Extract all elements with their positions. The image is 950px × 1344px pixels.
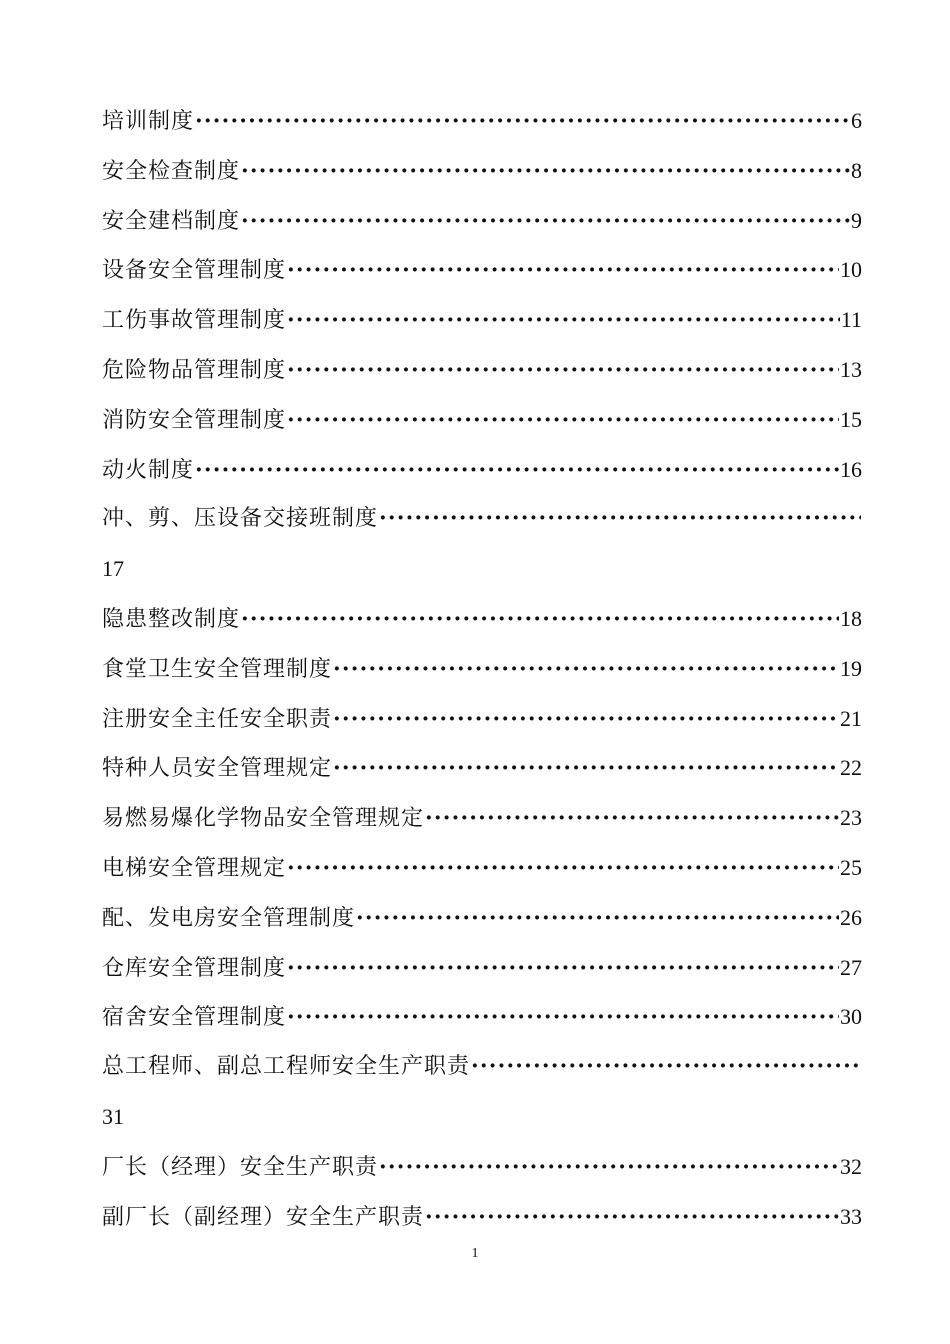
toc-entry-page: 9 [851,207,862,233]
toc-entry[interactable] [102,494,862,544]
toc-entry[interactable] [102,96,862,146]
toc-entry[interactable] [102,694,862,744]
dot-leader [333,744,839,793]
dot-leader [287,944,839,993]
toc-entry-page: 30 [840,1004,862,1030]
toc-entry-title: 宿舍安全管理制度 [102,1005,287,1031]
toc-entry-page: 15 [840,406,862,432]
toc-entry[interactable] [102,146,862,196]
toc-entry-page: 13 [840,356,862,382]
toc-entry-title: 动火制度 [102,457,195,483]
dot-leader [287,296,840,345]
toc-entry-title: 危险物品管理制度 [102,357,287,383]
toc-entry-title: 厂长（经理）安全生产职责 [102,1154,379,1180]
toc-entry-title: 工伤事故管理制度 [102,308,287,334]
toc-entry[interactable] [102,594,862,644]
toc-entry[interactable] [102,196,862,246]
toc-entry-title: 冲、剪、压设备交接班制度 [102,506,379,532]
toc-entry[interactable] [102,644,862,694]
toc-entry[interactable] [102,245,862,295]
toc-entry[interactable] [102,445,862,495]
toc-entry[interactable] [102,1042,862,1092]
dot-leader [287,993,839,1042]
toc-entry[interactable] [102,843,862,893]
toc-entry-title: 电梯安全管理规定 [102,855,287,881]
toc-entry-page: 21 [840,705,862,731]
toc-entry-title: 配、发电房安全管理制度 [102,905,356,931]
toc-entry-page: 17 [102,556,124,582]
toc-entry[interactable] [102,1192,862,1242]
dot-leader [333,645,839,694]
dot-leader [241,197,850,246]
dot-leader [287,844,839,893]
dot-leader [425,1193,839,1242]
toc-entry-title: 培训制度 [102,109,195,134]
dot-leader [287,246,839,295]
toc-entry[interactable] [102,1142,862,1192]
toc-entry-title: 易燃易爆化学物品安全管理规定 [102,806,425,832]
toc-entry-page: 32 [840,1153,862,1179]
dot-leader [379,494,861,544]
toc-entry[interactable] [102,345,862,395]
toc-entry-title: 注册安全主任安全职责 [102,706,333,732]
dot-leader [356,894,839,943]
dot-leader [241,595,839,644]
toc-entry-page: 27 [840,954,862,980]
dot-leader [471,1042,861,1092]
toc-entry-page: 26 [840,904,862,930]
toc-entry-page: 22 [840,755,862,781]
toc-entry[interactable] [102,395,862,445]
toc-entry-title: 仓库安全管理制度 [102,955,287,981]
toc-entry-wrapped-page-line[interactable] [102,1092,862,1142]
toc-entry-page: 11 [840,307,862,333]
toc-entry-title: 食堂卫生安全管理制度 [102,656,333,682]
toc-entry-page: 10 [840,257,862,283]
toc-entry-title: 总工程师、副总工程师安全生产职责 [102,1054,471,1080]
dot-leader [425,794,839,843]
dot-leader [379,1143,839,1192]
dot-leader [241,147,850,196]
toc-entry-page: 23 [840,805,862,831]
toc-entry-title: 安全建档制度 [102,208,241,234]
toc-entry-page: 8 [851,157,862,183]
toc-entry[interactable] [102,295,862,345]
toc-entry[interactable] [102,992,862,1042]
dot-leader [195,97,850,146]
toc-entry[interactable] [102,743,862,793]
table-of-contents [102,96,862,1241]
toc-entry-title: 特种人员安全管理规定 [102,756,333,782]
toc-entry-page: 19 [840,655,862,681]
toc-entry-title: 设备安全管理制度 [102,258,287,284]
toc-entry-page: 33 [840,1203,862,1229]
toc-entry-wrapped-page-line[interactable] [102,544,862,594]
toc-entry-page: 31 [102,1103,124,1129]
dot-leader [287,396,839,445]
toc-entry-page: 18 [840,605,862,631]
toc-entry-page: 6 [851,108,862,133]
toc-entry-page: 25 [840,854,862,880]
toc-entry[interactable] [102,793,862,843]
toc-entry-title: 副厂长（副经理）安全生产职责 [102,1204,425,1230]
dot-leader [195,446,839,495]
dot-leader [333,695,839,744]
toc-entry-title: 隐患整改制度 [102,606,241,632]
toc-entry-title: 安全检查制度 [102,158,241,184]
page-number: 1 [471,1246,479,1261]
toc-entry-title: 消防安全管理制度 [102,407,287,433]
toc-entry[interactable] [102,943,862,993]
toc-entry[interactable] [102,893,862,943]
dot-leader [287,346,839,395]
toc-entry-page: 16 [840,456,862,482]
